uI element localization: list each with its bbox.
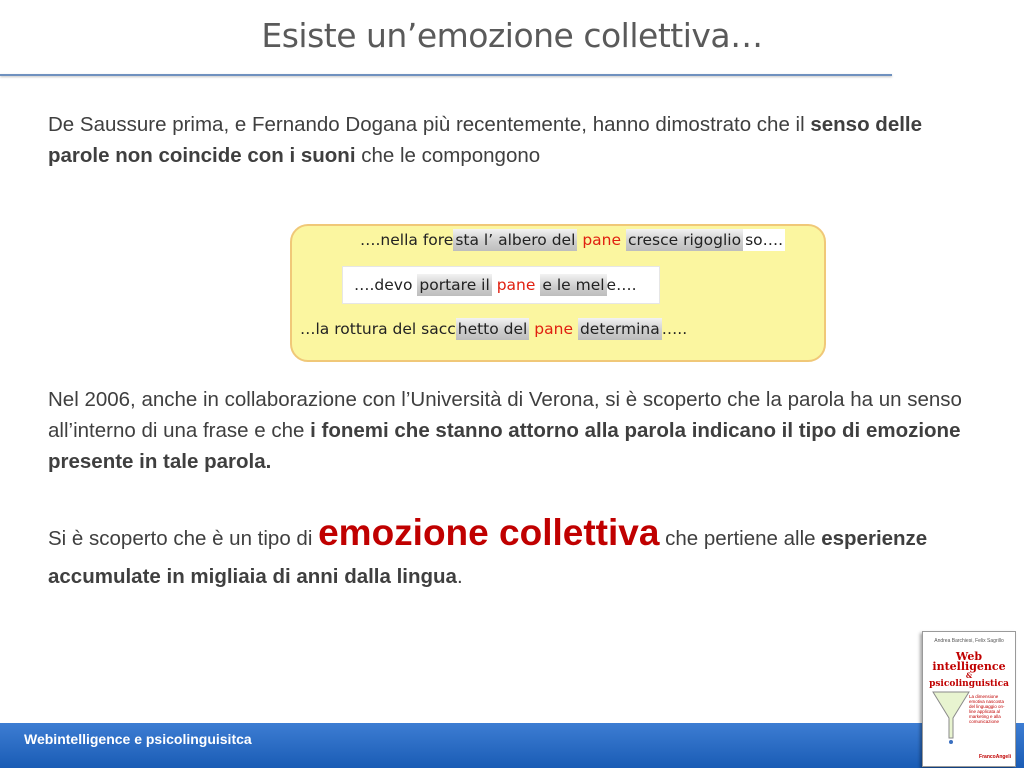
- book-subtitle: La dimensione emotiva nascosta del linguaggio on-line applicata al marketing e alla comunicazione: [969, 694, 1005, 724]
- book-publisher: FrancoAngeli: [979, 754, 1011, 760]
- example-line-2: [354, 276, 637, 294]
- paragraph-verona-bold: i fonemi che stanno attorno alla parola indicano il tipo di emozione presente in tale parola.: [48, 419, 961, 473]
- example-3-highlight-after: determina: [579, 320, 660, 338]
- example-2-target-word: pane: [496, 276, 536, 294]
- example-2-highlight-before: portare il: [419, 276, 490, 294]
- example-line-1: [360, 231, 785, 249]
- paragraph-collective-lead: Si è scoperto che è un tipo di: [48, 527, 319, 550]
- book-title-line-2: intelligence: [932, 660, 1006, 673]
- paragraph-saussure-lead: De Saussure prima, e Fernando Dogana più recentemente, hanno dimostrato che il: [48, 113, 811, 136]
- collective-emotion-emphasis: emozione collettiva: [318, 512, 660, 553]
- footer-label: Webintelligence e psicolinguisitca: [24, 731, 252, 747]
- book-title-line-1: Web: [955, 650, 983, 663]
- example-1-target-word: pane: [582, 231, 622, 249]
- paragraph-saussure-bold: senso delle parole non coincide con i suoni: [48, 113, 923, 167]
- example-2-prefix: ….devo: [354, 276, 418, 294]
- example-3-target-word: pane: [534, 320, 573, 338]
- paragraph-collective-mid: che pertiene alle: [659, 527, 822, 550]
- paragraph-collective-emotion: [48, 514, 978, 596]
- book-cover-image: [922, 631, 1016, 767]
- slide-title: Esiste un’emozione collettiva…: [261, 16, 763, 55]
- example-3-suffix: …..: [661, 320, 688, 338]
- paragraph-verona: [48, 384, 978, 477]
- book-title-line-4: psicolinguistica: [929, 679, 1009, 689]
- example-2-suffix: e….: [606, 276, 637, 294]
- paragraph-saussure: [48, 109, 948, 171]
- paragraph-collective-bold: esperienze accumulate in migliaia di anni dalla lingua: [48, 527, 928, 588]
- example-1-prefix: ….nella fore: [360, 231, 454, 249]
- example-1-highlight-before: sta l’ albero del: [455, 231, 576, 249]
- example-1-suffix: so….: [745, 231, 784, 249]
- example-1-highlight-after: cresce rigoglio: [627, 231, 742, 249]
- paragraph-saussure-tail: che le compongono: [355, 144, 541, 167]
- book-title: [923, 652, 1015, 689]
- book-title-line-3: &: [965, 671, 973, 680]
- example-line-3: [300, 320, 687, 338]
- example-3-prefix: …la rottura del sacc: [300, 320, 456, 338]
- example-3-highlight-before: hetto del: [457, 320, 528, 338]
- title-divider: [0, 74, 892, 76]
- paragraph-verona-lead: Nel 2006, anche in collaborazione con l’Università di Verona, si è scoperto che la parola ha un senso all’interno di una frase e che: [48, 388, 962, 442]
- paragraph-collective-tail: .: [456, 565, 463, 588]
- example-2-highlight-after: e le mel: [542, 276, 605, 294]
- funnel-icon: [931, 688, 971, 748]
- book-authors: Andrea Barchiesi, Felix Sagrillo: [934, 638, 1004, 644]
